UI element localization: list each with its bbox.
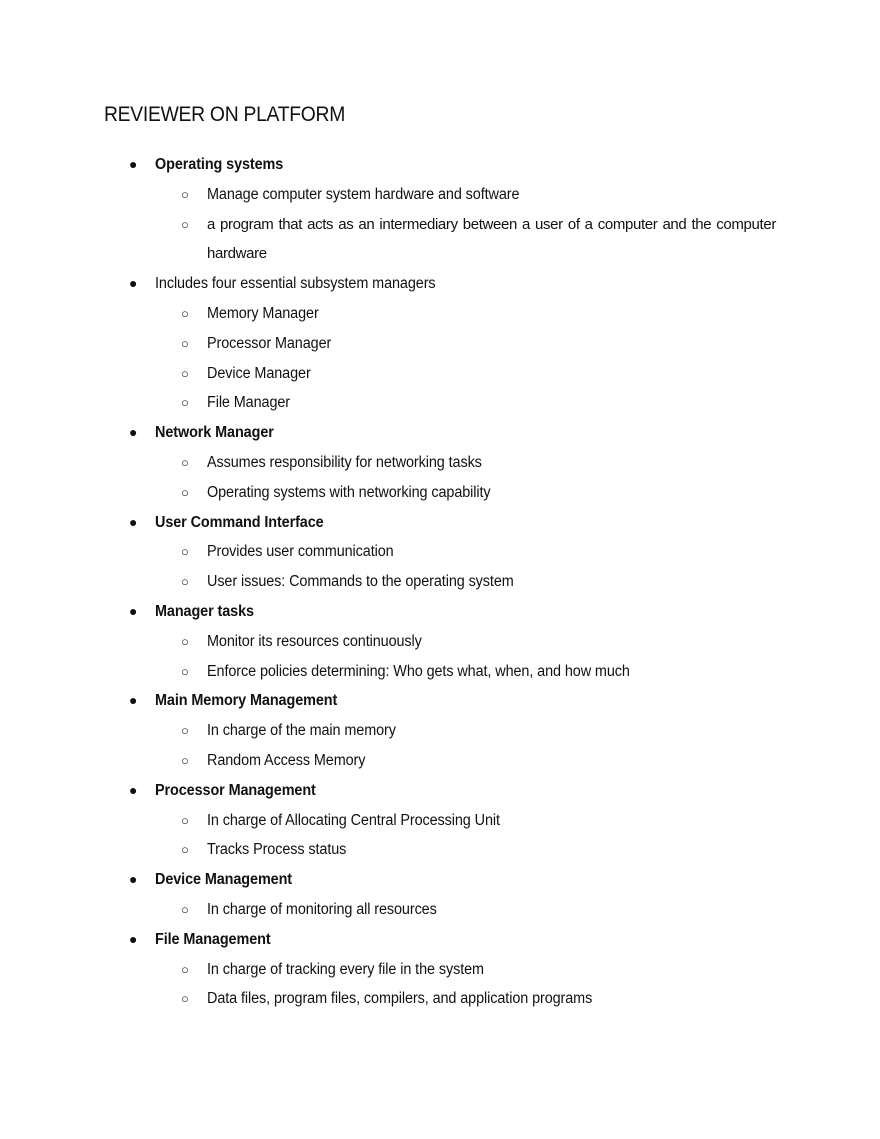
sub-item-text: Monitor its resources continuously — [207, 632, 422, 650]
section-heading-text: Device Management — [155, 871, 293, 889]
sub-item — [104, 806, 784, 836]
section-heading-text: Processor Management — [155, 781, 316, 799]
section-heading-text: Manager tasks — [155, 602, 254, 620]
sub-item-text: Operating systems with networking capability — [207, 483, 491, 501]
section-heading-text: Includes four essential subsystem managers — [155, 275, 436, 293]
sub-item-text: Memory Manager — [207, 304, 319, 322]
document-title: REVIEWER ON PLATFORM — [104, 103, 346, 126]
sub-item — [104, 210, 784, 270]
sub-item-text: Tracks Process status — [207, 841, 347, 859]
section-heading — [104, 269, 784, 299]
sub-item-text: In charge of monitoring all resources — [207, 900, 437, 918]
hollow-bullet-icon: ○ — [181, 723, 189, 739]
section-heading — [104, 776, 784, 806]
hollow-bullet-icon: ○ — [181, 991, 189, 1007]
filled-bullet-icon: ● — [129, 930, 138, 947]
sub-item — [104, 835, 784, 865]
sub-item — [104, 984, 784, 1014]
sub-item-text: Enforce policies determining: Who gets what, when, and how much — [207, 662, 630, 680]
sub-item — [104, 388, 784, 418]
section-heading-text: Main Memory Management — [155, 692, 338, 710]
sub-item-text: Data files, program files, compilers, and application programs — [207, 990, 593, 1008]
section-heading — [104, 150, 784, 180]
sub-item — [104, 716, 784, 746]
hollow-bullet-icon: ○ — [181, 901, 189, 917]
sub-item — [104, 657, 784, 687]
filled-bullet-icon: ● — [129, 513, 138, 530]
sub-item — [104, 955, 784, 985]
hollow-bullet-icon: ○ — [181, 544, 189, 560]
hollow-bullet-icon: ○ — [181, 812, 189, 828]
sub-item-text: In charge of the main memory — [207, 722, 396, 740]
sub-item — [104, 567, 784, 597]
filled-bullet-icon: ● — [129, 602, 138, 619]
hollow-bullet-icon: ○ — [181, 663, 189, 679]
hollow-bullet-icon: ○ — [181, 365, 189, 381]
hollow-bullet-icon: ○ — [181, 484, 189, 500]
sub-item — [104, 359, 784, 389]
filled-bullet-icon: ● — [129, 156, 138, 172]
section-heading — [104, 925, 784, 955]
sub-item — [104, 329, 784, 359]
section-heading-text: User Command Interface — [155, 513, 324, 531]
hollow-bullet-icon: ○ — [181, 335, 189, 351]
hollow-bullet-icon: ○ — [181, 186, 189, 202]
hollow-bullet-icon: ○ — [181, 216, 189, 232]
section-heading — [104, 508, 784, 538]
section-heading-text: Network Manager — [155, 424, 274, 442]
filled-bullet-icon: ● — [129, 275, 138, 292]
hollow-bullet-icon: ○ — [181, 961, 189, 977]
hollow-bullet-icon: ○ — [181, 395, 189, 411]
hollow-bullet-icon: ○ — [181, 842, 189, 858]
sub-item — [104, 537, 784, 567]
section-heading — [104, 686, 784, 716]
outline-list — [104, 150, 784, 1014]
section-heading — [104, 418, 784, 448]
filled-bullet-icon: ● — [129, 781, 138, 798]
section-heading-text: Operating systems — [155, 156, 284, 173]
sub-item-text: In charge of tracking every file in the system — [207, 960, 484, 978]
filled-bullet-icon: ● — [129, 871, 138, 888]
sub-item — [104, 448, 784, 478]
hollow-bullet-icon: ○ — [181, 633, 189, 649]
sub-item — [104, 299, 784, 329]
hollow-bullet-icon: ○ — [181, 454, 189, 470]
filled-bullet-icon: ● — [129, 424, 138, 441]
sub-item-text: Manage computer system hardware and software — [207, 185, 520, 203]
sub-item — [104, 895, 784, 925]
filled-bullet-icon: ● — [129, 692, 138, 709]
section-heading — [104, 597, 784, 627]
sub-item — [104, 746, 784, 776]
sub-item-text: In charge of Allocating Central Processing Unit — [207, 811, 500, 829]
sub-item — [104, 627, 784, 657]
sub-item-text: Random Access Memory — [207, 751, 366, 769]
hollow-bullet-icon: ○ — [181, 752, 189, 768]
sub-item-text: Provides user communication — [207, 543, 394, 561]
hollow-bullet-icon: ○ — [181, 305, 189, 321]
sub-item-text: a program that acts as an intermediary between a user of a computer and the computer hardware — [207, 215, 776, 263]
sub-item — [104, 478, 784, 508]
sub-item-text: File Manager — [207, 394, 291, 412]
sub-item — [104, 180, 784, 210]
hollow-bullet-icon: ○ — [181, 574, 189, 590]
section-heading — [104, 865, 784, 895]
sub-item-text: Assumes responsibility for networking tasks — [207, 453, 482, 471]
sub-item-text: Device Manager — [207, 364, 311, 382]
sub-item-text: Processor Manager — [207, 334, 332, 352]
sub-item-text: User issues: Commands to the operating system — [207, 573, 514, 591]
section-heading-text: File Management — [155, 930, 271, 948]
